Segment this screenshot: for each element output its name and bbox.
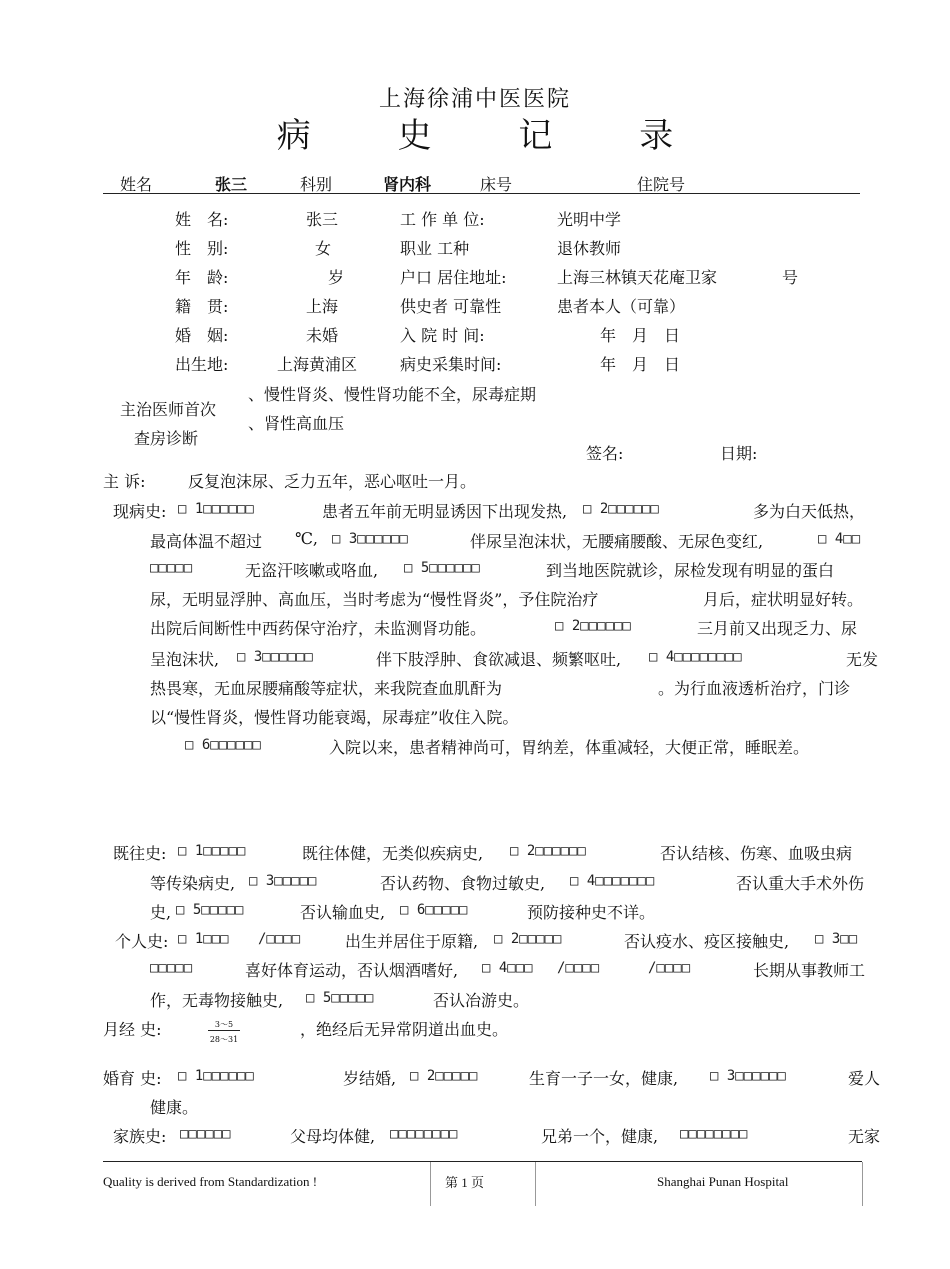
personal-text: 喜好体育运动，否认烟酒嗜好, [245, 961, 459, 980]
family-text: 父母均体健, [290, 1127, 376, 1146]
garbled-marker: □ 2□□□□□□ [510, 843, 586, 859]
footer-divider [535, 1162, 536, 1206]
info-job-value: 退休教师 [557, 239, 622, 258]
garbled-marker: □ 4□□ [818, 531, 861, 547]
header-rule [103, 193, 860, 194]
personal-text: 否认冶游史。 [433, 991, 530, 1010]
garbled-marker: □ 3□□□□□□ [710, 1068, 786, 1084]
info-job-label: 职业 工种 [400, 239, 470, 258]
past-text: 史, [150, 903, 172, 922]
garbled-marker: □ 6□□□□□□ [185, 737, 261, 753]
garbled-marker: □ 3□□□□□□ [332, 531, 408, 547]
past-text: 等传染病史, [150, 874, 236, 893]
info-sex-value: 女 [315, 239, 332, 258]
diagnosis-label-1: 主治医师首次 [120, 400, 217, 419]
footer-rule [103, 1161, 862, 1162]
diagnosis-line-1: 、慢性肾炎、慢性肾功能不全，尿毒症期 [248, 385, 537, 404]
garbled-marker: □ 5□□□□□ [306, 990, 374, 1006]
info-age-value: 岁 [328, 268, 345, 287]
present-text: 以“慢性肾炎，慢性肾功能衰竭，尿毒症”收住入院。 [150, 708, 519, 727]
info-informant-value: 患者本人（可靠） [557, 297, 686, 316]
diagnosis-line-2: 、肾性高血压 [248, 414, 345, 433]
date-label: 日期: [720, 444, 758, 463]
present-text: 出院后间断性中西药保守治疗，未监测肾功能。 [150, 619, 487, 638]
present-text: 伴尿呈泡沫状，无腰痛腰酸、无尿色变红, [470, 532, 764, 551]
garbled-marker: □ 4□□□ [482, 960, 533, 976]
present-text: 最高体温不超过 [150, 532, 263, 551]
menstrual-text: ，绝经后无异常阴道出血史。 [300, 1020, 509, 1039]
info-birthplace-label: 出生地: [175, 355, 229, 374]
info-marriage-label: 婚 姻: [175, 326, 229, 345]
name-label: 姓名 [120, 175, 153, 194]
garbled-marker: □ 3□□ [815, 931, 858, 947]
menstrual-frac-bottom: 28～31 [209, 1035, 239, 1044]
present-text: 呈泡沫状, [150, 650, 220, 669]
info-admit-label: 入 院 时 间: [400, 326, 485, 345]
marriage-text: 生育一子一女，健康, [529, 1069, 679, 1088]
inpatient-label: 住院号 [637, 175, 686, 194]
name-value: 张三 [215, 175, 248, 194]
info-address-label: 户口 居住地址: [400, 268, 507, 287]
complaint-text: 反复泡沫尿、乏力五年，恶心呕吐一月。 [188, 472, 477, 491]
past-text: 预防接种史不详。 [527, 903, 656, 922]
page-number: 第 1 页 [445, 1175, 485, 1190]
personal-text: 作，无毒物接触史, [150, 991, 284, 1010]
info-address-suffix: 号 [782, 268, 799, 287]
past-text: 否认重大手术外伤 [736, 874, 865, 893]
menstrual-label: 月经 史: [103, 1020, 162, 1039]
garbled-marker: /□□□□ [648, 960, 691, 976]
info-birthplace-value: 上海黄浦区 [277, 355, 358, 374]
garbled-marker: □ 2□□□□□□ [583, 501, 659, 517]
garbled-marker: □ 5□□□□□□ [404, 560, 480, 576]
garbled-marker: □ 3□□□□□□ [237, 649, 313, 665]
personal-text: 否认疫水、疫区接触史, [624, 932, 790, 951]
frac-line [208, 1030, 240, 1031]
info-collect-label: 病史采集时间: [400, 355, 502, 374]
marriage-text: 爱人 [848, 1069, 881, 1088]
family-history-label: 家族史: [113, 1127, 167, 1146]
footer-divider [430, 1162, 431, 1206]
info-admit-value: 年 月 日 [600, 326, 681, 345]
present-text: 。为行血液透析治疗，门诊 [658, 679, 851, 698]
info-collect-value: 年 月 日 [600, 355, 681, 374]
present-text: 尿，无明显浮肿、高血压，当时考虑为“慢性肾炎”，予住院治疗 [150, 590, 599, 609]
family-text: 兄弟一个，健康, [541, 1127, 659, 1146]
present-text: 入院以来，患者精神尚可，胃纳差，体重减轻，大便正常，睡眠差。 [329, 738, 810, 757]
footer-slogan: Quality is derived from Standardization ! [103, 1174, 318, 1189]
footer-hospital: Shanghai Punan Hospital [657, 1174, 789, 1189]
info-informant-label: 供史者 可靠性 [400, 297, 502, 316]
personal-history-label: 个人史: [115, 932, 169, 951]
personal-text: 出生并居住于原籍, [345, 932, 479, 951]
info-address-value: 上海三林镇天花庵卫家 [557, 268, 718, 287]
past-text: 既往体健，无类似疾病史, [302, 844, 484, 863]
garbled-marker: /□□□□ [258, 931, 301, 947]
marriage-text: 岁结婚, [343, 1069, 397, 1088]
garbled-marker: □□□□□ [150, 560, 193, 576]
present-text: 患者五年前无明显诱因下出现发热, [322, 502, 568, 521]
sign-label: 签名: [586, 444, 624, 463]
info-sex-label: 性 别: [175, 239, 229, 258]
garbled-marker: □□□□□□□□ [390, 1126, 458, 1142]
diagnosis-label-2: 查房诊断 [134, 429, 199, 448]
past-text: 否认输血史, [300, 903, 386, 922]
garbled-marker: □ 1□□□ [178, 931, 229, 947]
marriage-text: 健康。 [150, 1098, 199, 1117]
info-work-value: 光明中学 [557, 210, 622, 229]
info-work-label: 工 作 单 位: [400, 210, 485, 229]
info-native-label: 籍 贯: [175, 297, 229, 316]
dept-value: 肾内科 [383, 175, 432, 194]
past-text: 否认药物、食物过敏史, [380, 874, 546, 893]
garbled-marker: □ 2□□□□□□ [555, 618, 631, 634]
bed-label: 床号 [480, 175, 513, 194]
garbled-marker: □ 1□□□□□□ [178, 501, 254, 517]
garbled-marker: □ 1□□□□□□ [178, 1068, 254, 1084]
present-text: 无发 [846, 650, 879, 669]
present-text: 三月前又出现乏力、尿 [697, 619, 858, 638]
present-text: 多为白天低热， [753, 502, 866, 521]
present-text: ℃, [295, 529, 318, 548]
marriage-history-label: 婚育 史: [103, 1069, 162, 1088]
garbled-marker: □ 5□□□□□ [176, 902, 244, 918]
garbled-marker: /□□□□ [557, 960, 600, 976]
garbled-marker: □ 1□□□□□ [178, 843, 246, 859]
info-name-label: 姓 名: [175, 210, 229, 229]
info-native-value: 上海 [306, 297, 339, 316]
present-text: 月后，症状明显好转。 [703, 590, 864, 609]
garbled-marker: □ 2□□□□□ [494, 931, 562, 947]
garbled-marker: □ 3□□□□□ [249, 873, 317, 889]
menstrual-frac-top: 3～5 [214, 1020, 234, 1029]
page-title: 病 史 记 录 [276, 116, 712, 156]
present-text: 无盗汗咳嗽或咯血, [245, 561, 379, 580]
present-text: 热畏寒，无血尿腰痛酸等症状，来我院查血肌酐为 [150, 679, 503, 698]
garbled-marker: □ 6□□□□□ [400, 902, 468, 918]
present-text: 伴下肢浮肿、食欲减退、频繁呕吐, [376, 650, 622, 669]
info-name-value: 张三 [306, 210, 339, 229]
garbled-marker: □ 2□□□□□ [410, 1068, 478, 1084]
garbled-marker: □□□□□ [150, 960, 193, 976]
garbled-marker: □□□□□□ [180, 1126, 231, 1142]
dept-label: 科别 [300, 175, 333, 194]
footer-divider [862, 1162, 863, 1206]
family-text: 无家 [848, 1127, 881, 1146]
hospital-name: 上海徐浦中医医院 [378, 87, 571, 112]
complaint-label: 主 诉: [103, 472, 146, 491]
past-text: 否认结核、伤寒、血吸虫病 [660, 844, 853, 863]
past-history-label: 既往史: [113, 844, 167, 863]
garbled-marker: □□□□□□□□ [680, 1126, 748, 1142]
info-age-label: 年 龄: [175, 268, 229, 287]
present-text: 到当地医院就诊，尿检发现有明显的蛋白 [546, 561, 835, 580]
present-illness-label: 现病史: [113, 502, 167, 521]
garbled-marker: □ 4□□□□□□□ [570, 873, 655, 889]
garbled-marker: □ 4□□□□□□□□ [649, 649, 742, 665]
personal-text: 长期从事教师工 [753, 961, 866, 980]
info-marriage-value: 未婚 [306, 326, 339, 345]
